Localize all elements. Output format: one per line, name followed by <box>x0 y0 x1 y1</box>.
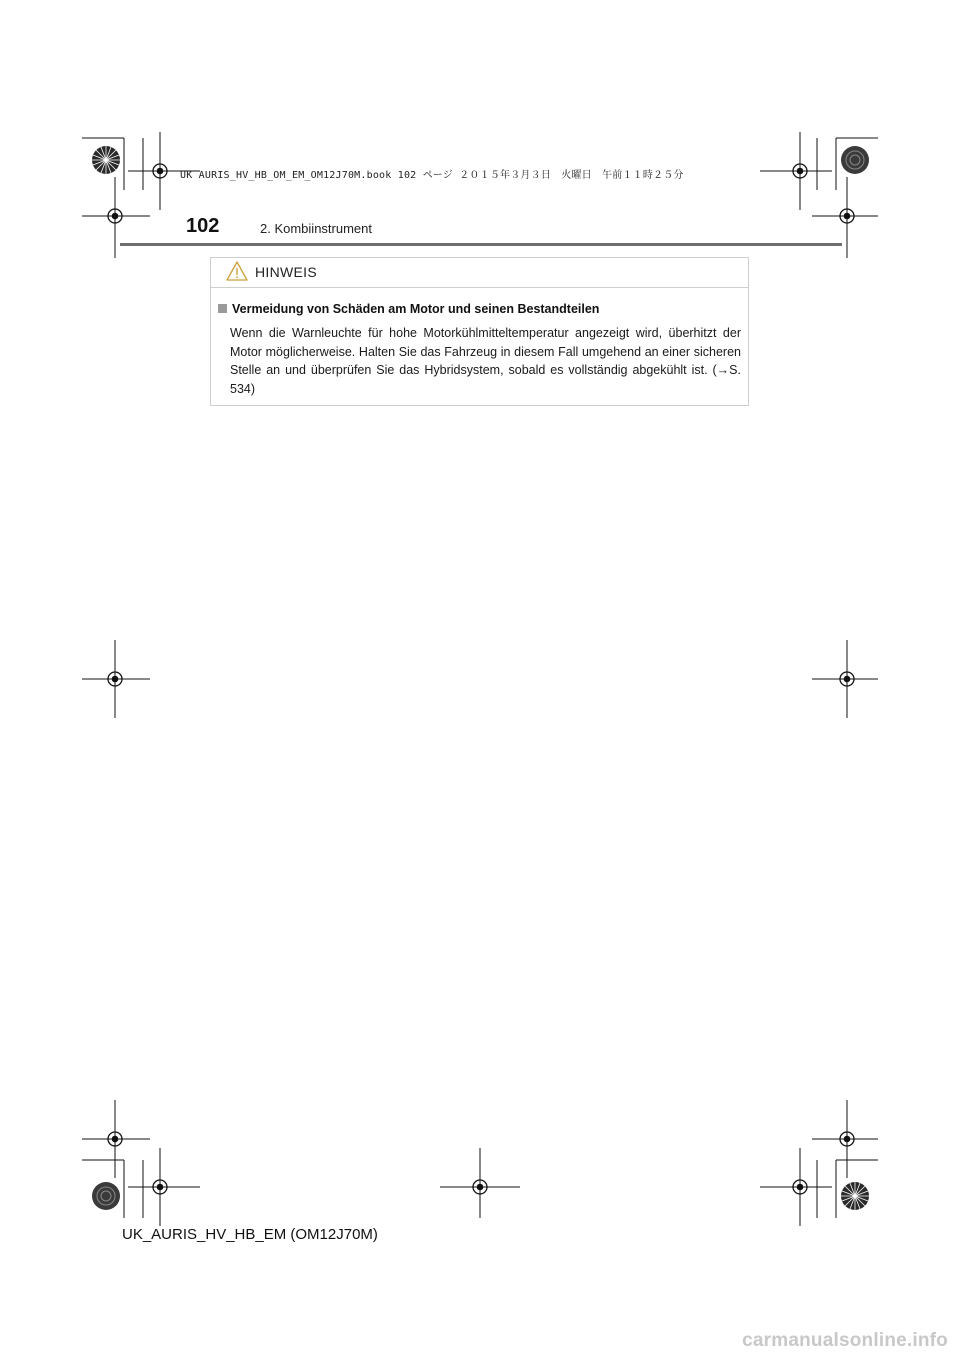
notice-header <box>211 258 748 288</box>
notice-paragraph: Wenn die Warnleuchte für hohe Motorkühlmitteltemperatur angezeigt wird, überhitzt der Motor möglicherweise. Halten Sie das Fahrzeug in diesem Fall umgehend an einer sicheren Stelle an und überprüfen Sie das Hybridsystem, sobald es vollständig abgekühlt ist. (→S. 534) <box>230 326 741 396</box>
header-rule <box>120 243 842 246</box>
notice-label: HINWEIS <box>255 264 317 280</box>
page-number: 102 <box>186 215 220 237</box>
notice-heading-text: Vermeidung von Schäden am Motor und seinen Bestandteilen <box>232 302 600 316</box>
watermark: carmanualsonline.info <box>742 1330 948 1351</box>
warning-triangle-icon <box>226 261 248 281</box>
square-bullet-icon <box>218 304 227 313</box>
notice-heading <box>218 302 743 316</box>
footer-manual-code: UK_AURIS_HV_HB_EM (OM12J70M) <box>122 1226 378 1243</box>
section-title: 2. Kombiinstrument <box>260 221 372 236</box>
notice-box <box>210 257 749 406</box>
print-header: UK AURIS_HV_HB_OM_EM_OM12J70M.book 102 ページ ２０１５年３月３日 火曜日 午前１１時２５分 <box>180 170 684 181</box>
